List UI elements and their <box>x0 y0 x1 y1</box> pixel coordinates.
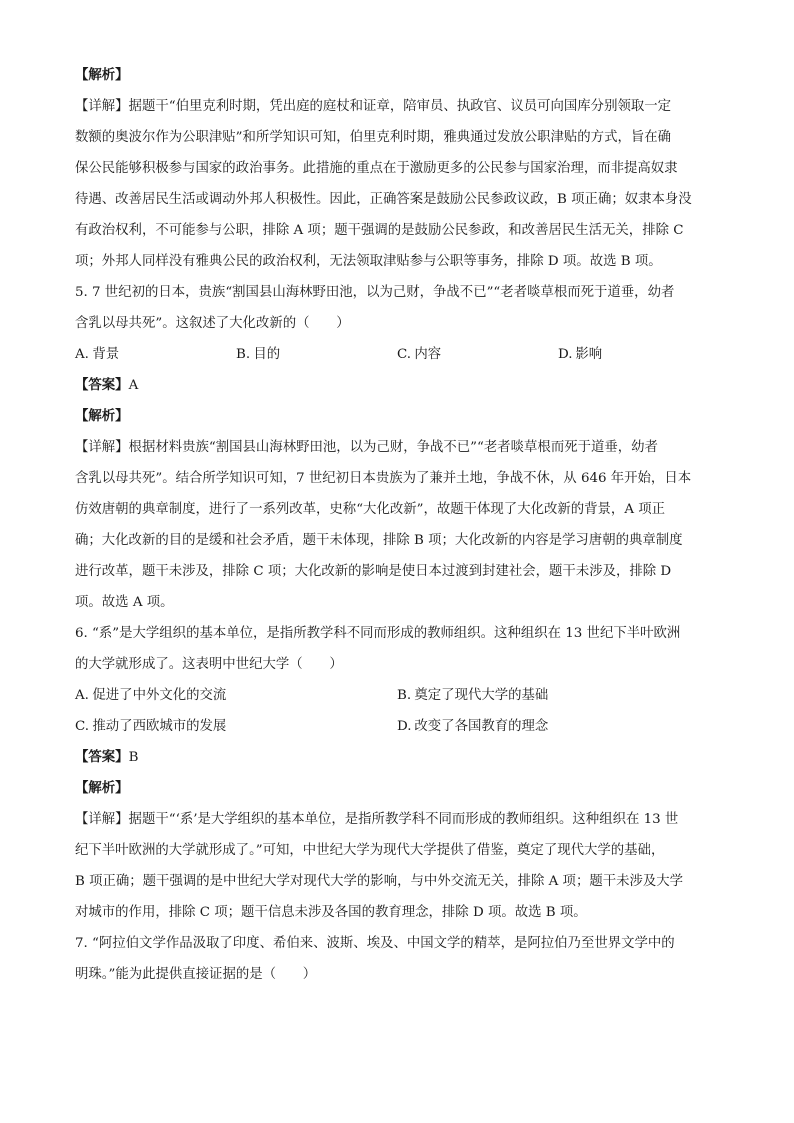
question-stem-line: 7. “阿拉伯文学作品汲取了印度、希伯来、波斯、埃及、中国文学的精萃，是阿拉伯乃至世界文学中的 <box>75 936 675 951</box>
text-line: 项。故选 A 项。 <box>75 595 174 610</box>
text-line: B 项正确；题干强调的是中世纪大学对现代大学的影响，与中外交流无关，排除 A 项；题干未涉及大学 <box>75 874 684 889</box>
text-line: 数额的奥波尔作为公职津贴”和所学知识可知，伯里克利时期，雅典通过发放公职津贴的方式，旨在确 <box>75 130 672 145</box>
option-d: D. 影响 <box>558 347 603 362</box>
document-body <box>75 60 720 990</box>
answer-line <box>75 742 720 773</box>
text-line: 待遇、改善居民生活或调动外邦人积极性。因此，正确答案是鼓励公民参政议政，B 项正确；奴隶本身没 <box>75 192 692 207</box>
option-b: B. 奠定了现代大学的基础 <box>397 688 549 703</box>
answer-tag: 【答案】 <box>75 377 129 393</box>
analysis-tag: 【解析】 <box>75 408 129 424</box>
answer-line <box>75 370 720 401</box>
text-line: 对城市的作用，排除 C 项；题干信息未涉及各国的教育理念，排除 D 项。故选 B 项。 <box>75 905 587 920</box>
question-5 <box>75 277 720 618</box>
option-row-1 <box>75 680 720 711</box>
question-stem-line: 5. 7 世纪初的日本，贵族“割国县山海林野田池，以为己财，争战不已”“老者啖草根而死于道垂，幼者 <box>75 285 675 300</box>
answer-value: B <box>128 750 139 765</box>
text-line: 确；大化改新的目的是缓和社会矛盾，题干未体现，排除 B 项；大化改新的内容是学习唐朝的典章制度 <box>75 533 683 548</box>
text-line: 进行改革，题干未涉及，排除 C 项；大化改新的影响是使日本过渡到封建社会，题干未涉及，排除 D <box>75 564 672 579</box>
question-7 <box>75 928 720 990</box>
option-c: C. 推动了西欧城市的发展 <box>75 719 227 734</box>
detail-paragraph <box>75 804 720 928</box>
text-line: 【详解】据题干“‘系’是大学组织的基本单位，是指所教学科不同而形成的教师组织。这种组织在 13 世 <box>75 812 679 827</box>
option-row-2 <box>75 711 720 742</box>
option-a: A. 促进了中外文化的交流 <box>75 688 227 703</box>
detail-paragraph <box>75 91 720 277</box>
text-line: 纪下半叶欧洲的大学就形成了。”可知，中世纪大学为现代大学提供了借鉴，奠定了现代大学的基础， <box>75 843 665 858</box>
text-line: 【详解】根据材料贵族“割国县山海林野田池，以为己财，争战不已”“老者啖草根而死于道垂，幼者 <box>75 440 658 455</box>
answer-value: A <box>128 378 139 393</box>
question-6 <box>75 618 720 928</box>
option-list <box>75 339 720 370</box>
option-d: D. 改变了各国教育的理念 <box>397 719 549 734</box>
question-stem-line: 的大学就形成了。这表明中世纪大学（ ） <box>75 657 343 672</box>
option-b: B. 目的 <box>236 347 281 362</box>
text-line: 保公民能够积极参与国家的政治事务。此措施的重点在于激励更多的公民参与国家治理，而非提高奴隶 <box>75 161 678 176</box>
analysis-tag: 【解析】 <box>75 67 129 83</box>
detail-paragraph <box>75 432 720 618</box>
question-stem-line: 6. “系”是大学组织的基本单位，是指所教学科不同而形成的教师组织。这种组织在 13 世纪下半叶欧洲 <box>75 626 681 641</box>
text-line: 仿效唐朝的典章制度，进行了一系列改革，史称“大化改新”，故题干体现了大化改新的背景，A 项正 <box>75 502 666 517</box>
analysis-tag: 【解析】 <box>75 780 129 796</box>
question-stem-line: 含乳以母共死”。这叙述了大化改新的（ ） <box>75 316 350 331</box>
option-c: C. 内容 <box>397 347 442 362</box>
answer-tag: 【答案】 <box>75 749 129 765</box>
question-stem-line: 明珠。”能为此提供直接证据的是（ ） <box>75 967 317 982</box>
text-line: 有政治权利，不可能参与公职，排除 A 项；题干强调的是鼓励公民参政，和改善居民生活无关，排除 C <box>75 223 684 238</box>
text-line: 项；外邦人同样没有雅典公民的政治权利，无法领取津贴参与公职等事务，排除 D 项。故选 B 项。 <box>75 254 662 269</box>
text-line: 含乳以母共死”。结合所学知识可知，7 世纪初日本贵族为了兼并土地，争战不休，从 646 年开始，日本 <box>75 471 692 486</box>
text-line: 【详解】据题干“伯里克利时期，凭出庭的庭杖和证章，陪审员、执政官、议员可向国库分别领取一定 <box>75 99 672 114</box>
option-a: A. 背景 <box>75 347 120 362</box>
